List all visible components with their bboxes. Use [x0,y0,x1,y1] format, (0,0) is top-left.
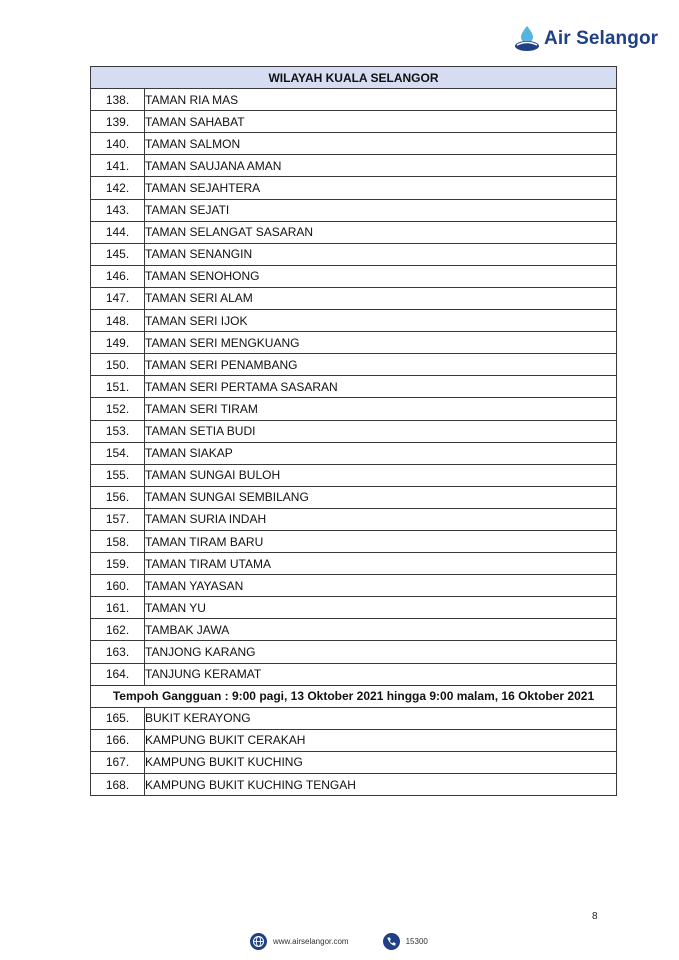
row-number: 166. [91,729,145,751]
table-row [91,486,617,508]
row-number: 162. [91,619,145,641]
table-row [91,111,617,133]
area-name: TAMBAK JAWA [145,619,617,641]
row-number: 155. [91,464,145,486]
row-number: 144. [91,221,145,243]
table-row [91,663,617,685]
row-number: 151. [91,376,145,398]
row-number: 153. [91,420,145,442]
area-name: TAMAN SERI IJOK [145,310,617,332]
table-row [91,641,617,663]
area-name: TAMAN SENANGIN [145,243,617,265]
table-row [91,265,617,287]
table-row [91,89,617,111]
table-row [91,707,617,729]
row-number: 142. [91,177,145,199]
area-name: TANJONG KARANG [145,641,617,663]
area-name: TAMAN SERI MENGKUANG [145,332,617,354]
water-drop-logo-icon [512,24,542,54]
area-name: BUKIT KERAYONG [145,707,617,729]
row-number: 143. [91,199,145,221]
area-name: TAMAN TIRAM UTAMA [145,553,617,575]
area-name: TAMAN SERI TIRAM [145,398,617,420]
phone-number: 15300 [405,936,428,946]
table-row [91,729,617,751]
table-row [91,376,617,398]
table-row [91,221,617,243]
period-row [91,685,617,707]
area-name: TAMAN SERI ALAM [145,287,617,309]
globe-icon [250,933,267,950]
area-name: TAMAN YU [145,597,617,619]
area-name: KAMPUNG BUKIT CERAKAH [145,729,617,751]
table-row [91,287,617,309]
footer-website[interactable] [250,933,349,950]
table-row [91,597,617,619]
area-name: KAMPUNG BUKIT KUCHING [145,751,617,773]
area-name: TAMAN SAUJANA AMAN [145,155,617,177]
table-row [91,332,617,354]
row-number: 148. [91,310,145,332]
area-name: KAMPUNG BUKIT KUCHING TENGAH [145,774,617,796]
table-row [91,464,617,486]
table-row [91,310,617,332]
phone-icon [383,933,400,950]
region-header-row [91,67,617,89]
row-number: 146. [91,265,145,287]
row-number: 147. [91,287,145,309]
row-number: 149. [91,332,145,354]
area-name: TAMAN SEJATI [145,199,617,221]
region-title: WILAYAH KUALA SELANGOR [91,67,617,89]
row-number: 167. [91,751,145,773]
group1-rows [91,89,617,686]
website-url: www.airselangor.com [273,936,349,946]
row-number: 159. [91,553,145,575]
row-number: 140. [91,133,145,155]
area-name: TAMAN SEJAHTERA [145,177,617,199]
row-number: 168. [91,774,145,796]
disruption-period: Tempoh Gangguan : 9:00 pagi, 13 Oktober 2021 hingga 9:00 malam, 16 Oktober 2021 [91,685,617,707]
table-row [91,420,617,442]
area-name: TAMAN SETIA BUDI [145,420,617,442]
row-number: 164. [91,663,145,685]
table-row [91,553,617,575]
area-name: TAMAN RIA MAS [145,89,617,111]
row-number: 165. [91,707,145,729]
brand-name: Air Selangor [544,28,659,49]
row-number: 141. [91,155,145,177]
area-name: TAMAN TIRAM BARU [145,530,617,552]
group2-rows [91,707,617,795]
table-row [91,199,617,221]
area-name: TAMAN SERI PERTAMA SASARAN [145,376,617,398]
row-number: 154. [91,442,145,464]
footer [250,932,428,950]
table-row [91,575,617,597]
page-number: 8 [592,911,598,922]
table-row [91,751,617,773]
area-name: TAMAN SALMON [145,133,617,155]
row-number: 145. [91,243,145,265]
table-row [91,619,617,641]
row-number: 160. [91,575,145,597]
area-name: TAMAN YAYASAN [145,575,617,597]
air-selangor-logo [512,22,662,56]
table-row [91,177,617,199]
row-number: 150. [91,354,145,376]
area-name: TAMAN SUNGAI BULOH [145,464,617,486]
area-name: TAMAN SURIA INDAH [145,508,617,530]
table-row [91,155,617,177]
row-number: 138. [91,89,145,111]
row-number: 163. [91,641,145,663]
table-row [91,133,617,155]
area-name: TAMAN SENOHONG [145,265,617,287]
footer-phone[interactable] [383,933,428,950]
row-number: 152. [91,398,145,420]
table-row [91,243,617,265]
area-name: TAMAN SERI PENAMBANG [145,354,617,376]
row-number: 161. [91,597,145,619]
row-number: 139. [91,111,145,133]
table-row [91,442,617,464]
table-row [91,354,617,376]
area-name: TAMAN SIAKAP [145,442,617,464]
table-row [91,398,617,420]
table-row [91,530,617,552]
affected-areas-table [90,66,617,796]
row-number: 158. [91,530,145,552]
row-number: 156. [91,486,145,508]
area-name: TANJUNG KERAMAT [145,663,617,685]
row-number: 157. [91,508,145,530]
table-row [91,508,617,530]
area-name: TAMAN SUNGAI SEMBILANG [145,486,617,508]
area-name: TAMAN SELANGAT SASARAN [145,221,617,243]
area-name: TAMAN SAHABAT [145,111,617,133]
table-row [91,774,617,796]
